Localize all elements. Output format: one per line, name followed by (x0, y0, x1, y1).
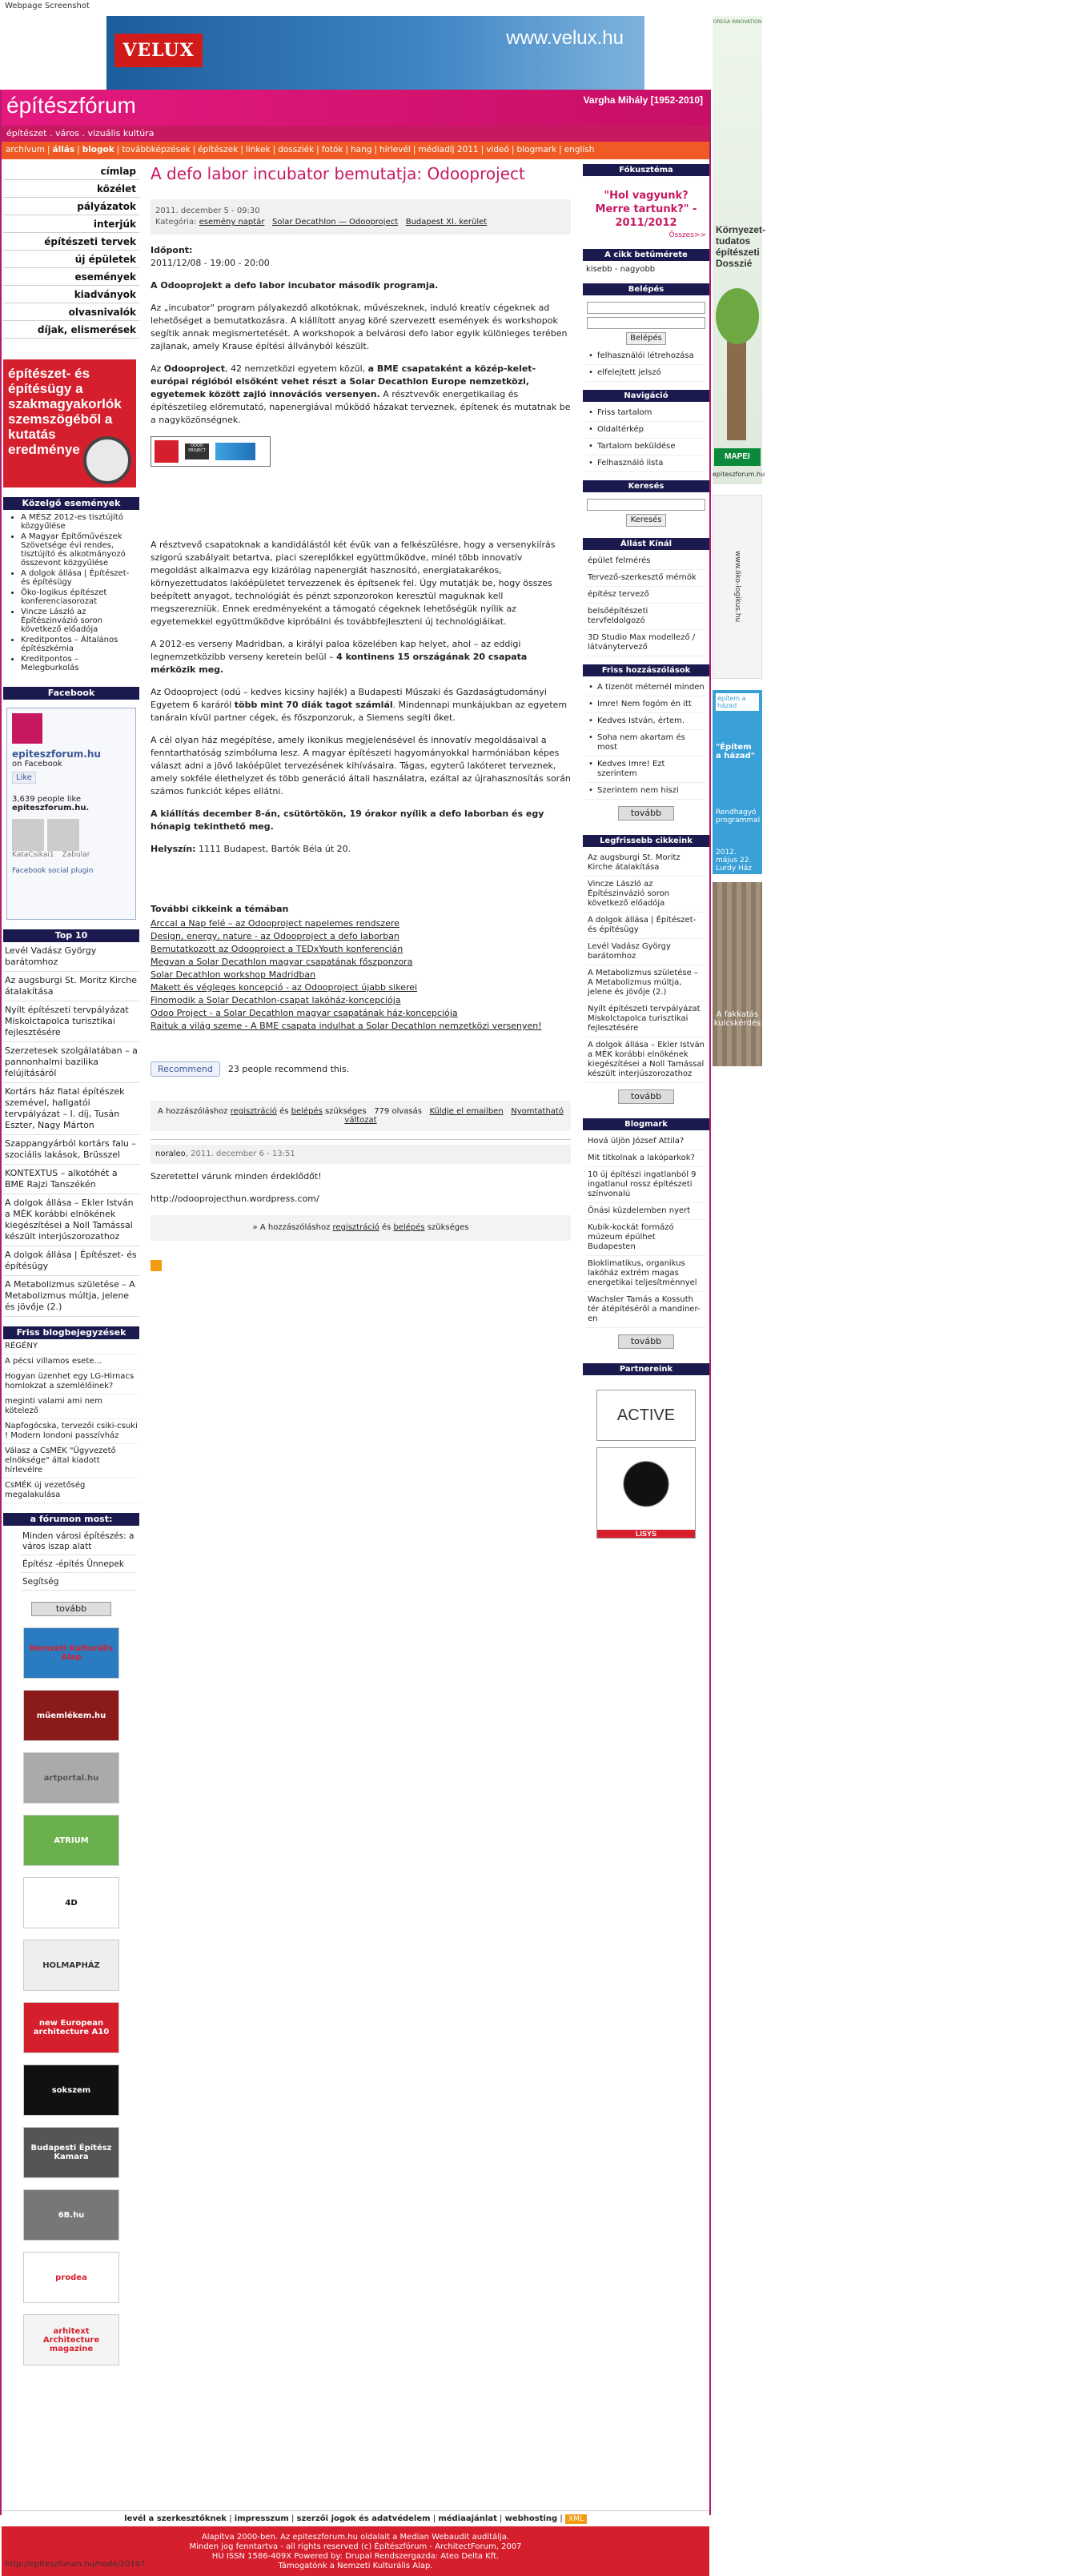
top10-item[interactable]: Nyílt építészeti tervpályázat Miskolctapolca turisztikai fejlesztésére (3, 1001, 139, 1042)
view-count: 779 olvasás (374, 1107, 422, 1116)
footer-link[interactable]: levél a szerkesztőknek (124, 2514, 227, 2523)
email-link[interactable]: Küldje el emailben (429, 1107, 504, 1116)
search-input[interactable] (587, 499, 705, 511)
comment-foot-req: szükséges (424, 1223, 469, 1232)
facebook-count: 3,639 people like (12, 795, 82, 804)
rss-badge[interactable]: XML (565, 2514, 587, 2524)
article-main (151, 164, 571, 1271)
p2-start: Az (151, 363, 164, 374)
login-button[interactable]: Belépés (626, 332, 666, 345)
footer-separator: | (288, 2514, 297, 2523)
latest-articles-more[interactable]: tovább (618, 1089, 674, 1104)
blog-item[interactable]: Hogyan üzenhet egy LG-Hirnacs homlokzat a szemlélőinek? (3, 1370, 139, 1394)
event-time-value: 2011/12/08 - 19:00 - 20:00 (151, 258, 270, 268)
facebook-face[interactable] (12, 819, 44, 851)
latest-article[interactable]: Az augsburgi St. Moritz Kirche átalakítása (586, 850, 706, 877)
top10-item[interactable]: A dolgok állása – Ekler István a MÉK korábbi elnökének kiegészítései a Noll Tamással készült interjúszorozathoz (3, 1194, 139, 1246)
side-ad-wood-text: A fakkatás kulcskérdés (713, 1010, 761, 1028)
velux-banner[interactable] (106, 16, 644, 90)
related-link[interactable]: Design, energy, nature - az Odooproject a defo laborban (151, 931, 399, 941)
nav-item-7[interactable]: fotók (321, 145, 343, 154)
velux-url: www.velux.hu (506, 27, 624, 49)
login-box (583, 295, 709, 390)
article-date: 2011. december 5 - 09:30 (155, 207, 260, 215)
article-links (151, 1101, 571, 1131)
sponsor-logo[interactable]: ATRIUM (23, 1815, 119, 1866)
top10-list (3, 942, 139, 1317)
comment-link[interactable]: http://odooprojecthun.wordpress.com/ (151, 1194, 319, 1204)
footer-separator: | (496, 2514, 505, 2523)
comment-foot-and: és (379, 1223, 394, 1232)
facebook-page-logo[interactable] (12, 713, 42, 744)
nav-item-11[interactable]: videó (486, 145, 509, 154)
related-list (151, 917, 571, 1033)
p2-end: A résztvevők energetikailag és építészetileg előremutató, napenergiával működő házakat terveznek, építenek és mutatnak be a nagyközönségnek. (151, 389, 571, 425)
upcoming-event[interactable]: • Kreditpontos – Általános építészkémia (21, 636, 136, 653)
login-link[interactable]: belépés (291, 1107, 323, 1116)
links-and: és (276, 1107, 291, 1116)
nav-separator: | (511, 145, 515, 154)
upcoming-event[interactable]: • A Magyar Építőművészek Szövetsége évi rendes, tisztújító és alkotmányozó összevont közgyűlése (21, 532, 136, 568)
p4-start: A 2012-es verseny Madridban, a királyi paloa közelében kap helyet, ahol – az eddigi legnemzetközibb verseny keretein belül – (151, 639, 521, 662)
recommend-button[interactable]: Recommend (151, 1061, 220, 1077)
nav-separator: | (192, 145, 196, 154)
nav-item-4[interactable]: építészek (198, 145, 239, 154)
facebook-face-name: Zabular (62, 851, 90, 859)
comment-date: , 2011. december 6 - 13:51 (185, 1150, 295, 1158)
facebook-on: on Facebook (12, 760, 62, 768)
sponsor-logo[interactable]: artportal.hu (23, 1752, 119, 1804)
comment-login-link[interactable]: belépés (393, 1223, 425, 1232)
latest-articles-list (586, 850, 706, 1083)
top10-item[interactable]: A dolgok állása | Építészet- és építésügy (3, 1246, 139, 1276)
latest-article[interactable]: A Metabolizmus születése – A Metabolizmus múltja, jelene és jövője (2.) (586, 965, 706, 1001)
related-link[interactable]: Finomodik a Solar Decathlon-csapat lakóház-koncepciója (151, 995, 401, 1005)
sponsor-logo[interactable]: new European architecture A10 (23, 2002, 119, 2053)
login-links (586, 348, 706, 382)
footer-link[interactable]: médiaajánlat (438, 2514, 497, 2523)
top10-item[interactable]: A Metabolizmus születése – A Metabolizmus múltja, jelene és jövője (2.) (3, 1276, 139, 1317)
upcoming-events-list (3, 510, 139, 677)
blog-item[interactable]: RÉGÉNY (3, 1339, 139, 1354)
partners-box (583, 1375, 709, 1547)
fresh-blogs-title: Friss blogbejegyzések (3, 1326, 139, 1339)
mapei-logo: MAPEI (714, 448, 761, 466)
nav-separator: | (316, 145, 319, 154)
job-item[interactable]: Tervező-szerkesztő mérnök (586, 570, 706, 587)
upcoming-event[interactable]: • Öko-logikus építészet konferenciasorozat (21, 588, 136, 606)
left-menu-item[interactable]: közélet (3, 180, 139, 198)
navigation-list (583, 402, 709, 480)
category-link[interactable]: Budapest XI. kerület (405, 218, 488, 227)
facebook-faces (12, 819, 130, 851)
event-time-label: Időpont: (151, 245, 193, 255)
comment-footer (151, 1215, 571, 1241)
font-size-title: A cikk betűmérete (583, 249, 709, 261)
nav-separator: | (116, 145, 120, 154)
article-title: A defo labor incubator bemutatja: Odooproject (151, 164, 525, 183)
category-label: Kategória: (155, 218, 197, 227)
nav-separator: | (240, 145, 243, 154)
article-meta (151, 199, 571, 235)
promo-banner[interactable] (3, 359, 136, 488)
forum-now-title: a fórumon most: (3, 1513, 139, 1526)
nav-separator: | (272, 145, 276, 154)
top10-item[interactable]: Szerzetesek szolgálatában – a pannonhalmi bazilika felújításáról (3, 1042, 139, 1083)
search-title: Keresés (583, 480, 709, 492)
partner-lisys-label: LISYS (597, 1530, 695, 1538)
related-link[interactable]: Arccal a Nap felé – az Odooproject napelemes rendszere (151, 918, 399, 929)
sponsor-logo[interactable]: műemlékem.hu (23, 1690, 119, 1741)
footer-line: Minden jog fenntartva - all rights reserved (c) Építészfórum - ArchitectForum, 2007 (189, 2542, 522, 2551)
top10-item[interactable]: Kortárs ház fiatal építészek szemével, hallgatói tervpályázat – I. díj, Tusán Eszter, Nagy Márton (3, 1083, 139, 1135)
footer-link[interactable]: impresszum (234, 2514, 289, 2523)
upcoming-event[interactable]: • A dolgok állása | Építészet- és építésügy (21, 569, 136, 587)
article-paragraph (151, 686, 571, 724)
fresh-comment[interactable]: • A tizenöt méternél minden (586, 680, 706, 696)
p4-bold: 4 kontinens 15 országának 20 csapata mérközik meg. (151, 652, 528, 675)
fresh-comment[interactable]: • Szerintem nem hiszi (586, 783, 706, 800)
latest-article[interactable]: Vincze László az Építészinvázió soron következő előadója (586, 877, 706, 913)
nav-separator: | (559, 145, 562, 154)
facebook-title: Facebook (3, 687, 139, 700)
side-ad-title: Környezet-tudatos építészeti Dosszié (716, 224, 766, 269)
comment-register-link[interactable]: regisztráció (332, 1223, 379, 1232)
main-nav (2, 142, 709, 159)
blog-item[interactable]: A pécsi villamos esete... (3, 1354, 139, 1370)
side-ad-okologikus-text: www.öko-logikus.hu (733, 551, 741, 623)
top10-title: Top 10 (3, 929, 139, 942)
nav-item-2[interactable]: blogok (82, 145, 114, 154)
nav-separator: | (77, 145, 80, 154)
facebook-face[interactable] (47, 819, 79, 851)
latest-articles-title: Legfrissebb cikkeink (583, 835, 709, 847)
category-link[interactable]: Solar Decathlon — Odooproject (272, 218, 399, 227)
related-link[interactable]: Bemutatkozott az Odooproject a TEDxYouth konferencián (151, 944, 403, 954)
fresh-comment[interactable]: • Kedves Imre! Ezt szerintem (586, 756, 706, 783)
sponsor-logo[interactable]: arhitext Architecture magazine (23, 2314, 119, 2365)
screenshot-caption: Webpage Screenshot (5, 2, 90, 10)
nav-item-6[interactable]: dossziék (278, 145, 315, 154)
partner-active[interactable]: ACTIVE (596, 1390, 696, 1441)
rss-icon[interactable] (151, 1260, 162, 1271)
forum-now-list (3, 1526, 139, 1595)
nav-item-0[interactable]: archívum (6, 145, 45, 154)
related-link[interactable]: Raituk a világ szeme - A BME csapata indulhat a Solar Decathlon nemzetközi versenyen! (151, 1021, 542, 1031)
lead-text: A Odooprojekt a defo labor incubator második programja. (151, 280, 439, 291)
nav-item-5[interactable]: linkek (245, 145, 271, 154)
left-menu-item[interactable]: új épületek (3, 251, 139, 268)
left-menu-item[interactable]: események (3, 268, 139, 286)
sponsor-logo[interactable]: prodea (23, 2252, 119, 2303)
partner-lisys[interactable] (596, 1447, 696, 1539)
related-link[interactable]: Solar Decathlon workshop Madridban (151, 969, 316, 980)
article-lead (151, 279, 571, 292)
site-header (2, 90, 709, 126)
focus-title: Fókusztéma (583, 164, 709, 176)
print-link[interactable]: Nyomtatható változat (344, 1107, 564, 1125)
sponsor-logo[interactable]: Nemzeti Kulturális Alap (23, 1627, 119, 1679)
links-text: A hozzászóláshoz (158, 1107, 231, 1116)
left-menu-item[interactable]: építészeti tervek (3, 233, 139, 251)
blog-item[interactable]: Válasz a CsMÉK "Ügyvezető elnöksége" által kiadott hírlevélre (3, 1444, 139, 1479)
left-menu-item[interactable]: címlap (3, 163, 139, 180)
jobs-list (583, 550, 709, 664)
navigation-title: Navigáció (583, 390, 709, 402)
forum-item[interactable]: Segítség (21, 1575, 136, 1591)
forum-more-button[interactable]: tovább (31, 1602, 111, 1616)
focus-more[interactable]: Összes>> (668, 231, 706, 239)
nav-item-12[interactable]: blogmark (516, 145, 557, 154)
nav-separator: | (345, 145, 349, 154)
blogmark-item[interactable]: Kubik-kockát formázó múzeum épülhet Budapesten (586, 1220, 706, 1256)
footer-line: HU ISSN 1586-409X Powered by: Drupal Rendszergazda: Ateo Delta Kft. (211, 2552, 500, 2561)
partners-title: Partnereink (583, 1363, 709, 1375)
recommend-count: 23 people recommend this. (227, 1064, 350, 1074)
article-paragraph (151, 808, 571, 833)
side-ad-site: epiteszforum.hu (713, 471, 765, 478)
left-menu (3, 163, 139, 339)
latest-articles-box (583, 847, 709, 1118)
comment-header (151, 1145, 571, 1164)
register-link[interactable]: regisztráció (230, 1107, 277, 1116)
login-title: Belépés (583, 283, 709, 295)
left-column (3, 163, 139, 2365)
promo-text: építészet- és építésügy a szakmagyakorlók szemszögéből a kutatás eredménye (8, 366, 122, 457)
fresh-blogs-list (3, 1339, 139, 1503)
sponsor-logo[interactable]: sokszem (23, 2064, 119, 2116)
focus-text[interactable]: "Hol vagyunk? Merre tartunk?" - 2011/2012 (595, 190, 697, 229)
comment-author[interactable]: noraleo (155, 1150, 186, 1158)
p5-start: Az Odooproject (odú – kedves kicsiny hajlék) a Budapesti Műszaki és Gazdaságtudományi Egyetem 6 karáról (151, 687, 547, 710)
nav-item-13[interactable]: english (564, 145, 595, 154)
blog-item[interactable]: meginti valami ami nem kötelező (3, 1394, 139, 1419)
navigation-item[interactable]: • Felhasználó lista (586, 455, 706, 472)
article-paragraph (151, 638, 571, 676)
comment (151, 1139, 571, 1241)
job-item[interactable]: építész tervező (586, 587, 706, 604)
tree-crown-icon (716, 288, 759, 344)
login-link[interactable]: • elfelejtett jelszó (586, 365, 706, 382)
nav-separator: | (480, 145, 484, 154)
latest-article[interactable]: Nyílt építészeti tervpályázat Miskolctapolca turisztikai fejlesztésére (586, 1001, 706, 1037)
facebook-page-bold: epiteszforum.hu. (12, 804, 90, 813)
latest-article[interactable]: Levél Vadász György barátomhoz (586, 939, 706, 965)
upcoming-event[interactable]: • Kreditpontos – Melegburkolás (21, 655, 136, 672)
related-link[interactable]: Makett és végleges koncepció - az Odooproject újabb sikerei (151, 982, 418, 993)
jobs-title: Állást Kínál (583, 538, 709, 550)
username-input[interactable] (587, 302, 705, 314)
facebook-page-name[interactable]: epiteszforum.hu (12, 748, 101, 760)
footer-link[interactable]: webhosting (504, 2514, 558, 2523)
footer-line: Támogatónk a Nemzeti Kulturális Alap. (278, 2562, 433, 2570)
side-ad-epitem-title: "Építem a házad" (716, 743, 756, 760)
event-time (151, 244, 571, 270)
blogmark-item[interactable]: Önási küzdelemben nyert (586, 1203, 706, 1220)
login-link[interactable]: • felhasználói létrehozása (586, 348, 706, 365)
nav-separator: | (46, 145, 50, 154)
focus-box (583, 176, 709, 249)
side-ad-epitem-logo: építem a házad (716, 693, 759, 711)
top10-item[interactable]: Szappangyárból kortárs falu – szociális lakások, Brüsszel (3, 1135, 139, 1165)
left-menu-item[interactable]: díjak, elismerések (3, 321, 139, 339)
side-ad-okologikus[interactable] (713, 495, 762, 679)
side-ad-epitem[interactable] (713, 690, 762, 874)
footer-separator: | (227, 2514, 235, 2523)
recommend-bar (151, 1061, 571, 1077)
category-link[interactable]: esemény naptár (199, 218, 265, 227)
fresh-comments-box (583, 676, 709, 835)
article-categories (155, 217, 566, 228)
related-link[interactable]: Odoo Project - a Solar Decathlon magyar csapatának ház-koncepciója (151, 1008, 458, 1018)
venue-text: 1111 Budapest, Bartók Béla út 20. (195, 844, 351, 854)
facebook-widget (6, 708, 136, 920)
sponsor-logo[interactable]: HOLMAPHÁZ (23, 1940, 119, 1991)
blogmark-title: Blogmark (583, 1118, 709, 1130)
fresh-comment[interactable]: • Imre! Nem fogóm én itt (586, 696, 706, 713)
blogmark-item[interactable]: Bioklimatikus, organikus lakóház extrém magas energetikai teljesítménnyel (586, 1256, 706, 1292)
blogmark-list (586, 1134, 706, 1328)
side-ad-epitem-sub: Rendhagyó programmal (716, 809, 761, 825)
facebook-like-button[interactable]: Like (12, 772, 36, 784)
forum-item[interactable]: Építész -építés Ünnepek (21, 1557, 136, 1573)
footer-separator: | (557, 2514, 565, 2523)
facebook-face-name: KataCsikai1 (12, 851, 54, 859)
latest-article[interactable]: A dolgok állása – Ekler István a MÉK korábbi elnökének kiegészítései a Noll Tamással készült interjúszorozathoz (586, 1037, 706, 1083)
right-column (583, 164, 709, 1547)
upcoming-event[interactable]: • Vincze László az Építészinvázió soron következő előadója (21, 608, 136, 634)
nav-item-10[interactable]: médiadíj 2011 (418, 145, 479, 154)
job-item[interactable]: belsőépítészeti tervfeldolgozó (586, 604, 706, 630)
nav-item-1[interactable]: állás (52, 145, 75, 154)
related-articles (151, 904, 571, 1033)
related-title: További cikkeink a témában (151, 904, 289, 914)
article-paragraph: A cél olyan ház megépítése, amely ikonikus megjelenésével és innovatív megoldásaival a fenntarthatóság szimbóluma lesz. A magyar építészeti hagyományokkal harmóniában képes választ adni a jövő lakóépület tervezésének kihívásaira. Tágas, egyterű lakóteret terveznek, amely sokféle élethelyzet és több generáció általi használatra, ezáltal az újrahasznosítás során számos funkciót képes ellátni. (151, 735, 571, 796)
article-paragraph: A résztvevő csapatoknak a kandidálástól két évük van a felkészülésre, hogy a versenykiírás szigorú szabályait betartva, piaci szereplőkkel együttműködve, minél több innovatív megoldást alkalmazva egy kizárólag napenergiát hasznosító, energiatakarékos, környezettudatos lakóépületet tervezzenek és építsenek fel. Úgy mutatják be, hogy összes beépített anyagot, technológiát és pénzt szponzorokon keresztül maguknak kell megszerezniük. Ennek eredményeként a támogató cégeknek lehetőségük nyílik az egyetemekkel együttműködve kipróbálni és továbbfejleszteni új technológiáikat. (151, 540, 556, 627)
footer-separator: | (430, 2514, 439, 2523)
decathlon-logo (215, 443, 255, 460)
forum-item[interactable]: Minden városi építészés: a város iszap alatt (21, 1529, 136, 1555)
top10-item[interactable]: Levél Vadász György barátomhoz (3, 942, 139, 972)
venue-label: Helyszín: (151, 844, 196, 854)
blogmark-more[interactable]: tovább (618, 1334, 674, 1349)
nav-separator: | (374, 145, 377, 154)
p5-end: . Mindennapi munkájukban az egyetem tanárain kívül partner cégek, és főszponzoruk, a Siemens segíti őket. (151, 700, 568, 723)
upcoming-event[interactable]: • A MÉSZ 2012-es tisztújító közgyűlése (21, 513, 136, 531)
comment-foot-text: » A hozzászóláshoz (252, 1223, 333, 1232)
blogmark-item[interactable]: 10 új építészi ingatlanból 9 ingatlanul rossz építészeti színvonalú (586, 1167, 706, 1203)
search-button[interactable]: Keresés (626, 514, 666, 527)
search-box (583, 492, 709, 538)
sponsor-logos (151, 436, 271, 467)
navigation-item[interactable]: • Oldaltérkép (586, 422, 706, 439)
top10-item[interactable]: Az augsburgi St. Moritz Kirche átalakítása (3, 972, 139, 1001)
footer-line: Alapítva 2000-ben. Az epiteszforum.hu oldalait a Median Webaudit auditálja. (201, 2533, 510, 2542)
sponsor-logo[interactable]: Budapesti Építész Kamara (23, 2127, 119, 2178)
footer-link[interactable]: szerzői jogok és adatvédelem (296, 2514, 431, 2523)
nav-separator: | (412, 145, 416, 154)
nav-item-8[interactable]: hang (351, 145, 372, 154)
side-ad-wood[interactable] (713, 882, 762, 1066)
side-ad-top: OREGA INNOVATION (713, 19, 762, 25)
links-req: szükséges (322, 1107, 367, 1116)
fresh-comment[interactable]: • Kedves István, értem. (586, 713, 706, 730)
blogmark-item[interactable]: Hová üljön József Attila? (586, 1134, 706, 1150)
latest-article[interactable]: A dolgok állása | Építészet- és építésügy (586, 913, 706, 939)
blogmark-item[interactable]: Wachsler Tamás a Kossuth tér átépítéséről a mandiner-en (586, 1292, 706, 1328)
footer-links (2, 2510, 709, 2526)
site-logo[interactable]: építészfórum (6, 93, 136, 118)
fresh-comments-title: Friss hozzászólások (583, 664, 709, 676)
top10-item[interactable]: KONTEXTUS – alkotóhét a BME Rajzi Tanszékén (3, 1165, 139, 1194)
left-menu-item[interactable]: kiadványok (3, 286, 139, 303)
facebook-plugin-label[interactable]: Facebook social plugin (12, 867, 94, 875)
tagline: építészet . város . vizuális kultúra (2, 126, 709, 142)
left-sponsors (3, 1627, 139, 2365)
left-menu-item[interactable]: pályázatok (3, 198, 139, 215)
blogmark-box (583, 1130, 709, 1363)
comment-text: Szeretettel várunk minden érdeklődőt! (151, 1171, 322, 1182)
blog-item[interactable]: Napfogócska, tervezői csiki-csuki ! Modern londoni passzívház (3, 1419, 139, 1444)
blog-item[interactable]: CsMÉK új vezetőség megalakulása (3, 1479, 139, 1503)
article-paragraph: Az „incubator" program pályakezdő alkotóknak, művészeknek, induló kreatív cégeknek ad lehetőséget a bemutatkozásra. A kiállított anyag köré szervezett események és workshopok segítik annak megismertetését. A workshopok a belvárosi defo labor egyik különleges terében zajlanak, amely Krause építési állványból készült. (151, 303, 568, 351)
upcoming-events-title: Közelgő események (3, 497, 139, 510)
password-input[interactable] (587, 317, 705, 329)
velux-logo: VELUX (114, 34, 203, 67)
navigation-item[interactable]: • Friss tartalom (586, 405, 706, 422)
sponsor-logo[interactable]: 6B.hu (23, 2189, 119, 2241)
header-dedication: Vargha Mihály [1952-2010] (583, 94, 703, 106)
font-size-control[interactable]: kisebb - nagyobb (583, 261, 709, 283)
blogmark-item[interactable]: Mit titkolnak a lakóparkok? (586, 1150, 706, 1167)
defo-logo (155, 440, 179, 463)
job-item[interactable]: 3D Studio Max modellező / látványtervező (586, 630, 706, 656)
fresh-comments-list (586, 680, 706, 800)
p2-bold: a BME csapataként a közép-kelet-európai régióból elsőként vehet részt a Solar Decathlon Europe nemzetközi, egyetemek között zajló innovációs versenyen. (151, 363, 536, 399)
status-url: http://epiteszforum.hu/node/20107 (5, 2560, 146, 2569)
odoo-logo: ODOO PROJECT (185, 443, 209, 459)
left-menu-item[interactable]: olvasnivalók (3, 303, 139, 321)
left-menu-item[interactable]: interjúk (3, 215, 139, 233)
nav-item-3[interactable]: továbbképzések (122, 145, 191, 154)
article-paragraph (151, 843, 571, 856)
fresh-comment[interactable]: • Soha nem akartam és most (586, 730, 706, 756)
nav-item-9[interactable]: hírlevél (379, 145, 411, 154)
related-link[interactable]: Megvan a Solar Decathlon magyar csapatának főszponzora (151, 957, 413, 967)
sponsor-logo[interactable]: 4D (23, 1877, 119, 1928)
side-ad-epitem-date: 2012. május 22. Lurdy Ház (716, 849, 753, 873)
exhibition-text: A kiállítás december 8-án, csütörtökön, 19 órakor nyílik a defo laborban és egy hónapig tekinthető meg. (151, 809, 544, 832)
job-item[interactable]: épület felmérés (586, 553, 706, 570)
p2-mid: , 42 nemzetközi egyetem közül, (225, 363, 368, 374)
odooproject-link[interactable]: Odooproject (163, 363, 226, 374)
article-paragraph (151, 363, 571, 427)
navigation-item[interactable]: • Tartalom beküldése (586, 439, 706, 455)
p5-bold: több mint 70 diák tagot számlál (234, 700, 393, 710)
pointing-hand-icon (83, 436, 131, 484)
side-ad-dosszie[interactable] (713, 16, 766, 484)
fresh-comments-more[interactable]: tovább (618, 806, 674, 821)
